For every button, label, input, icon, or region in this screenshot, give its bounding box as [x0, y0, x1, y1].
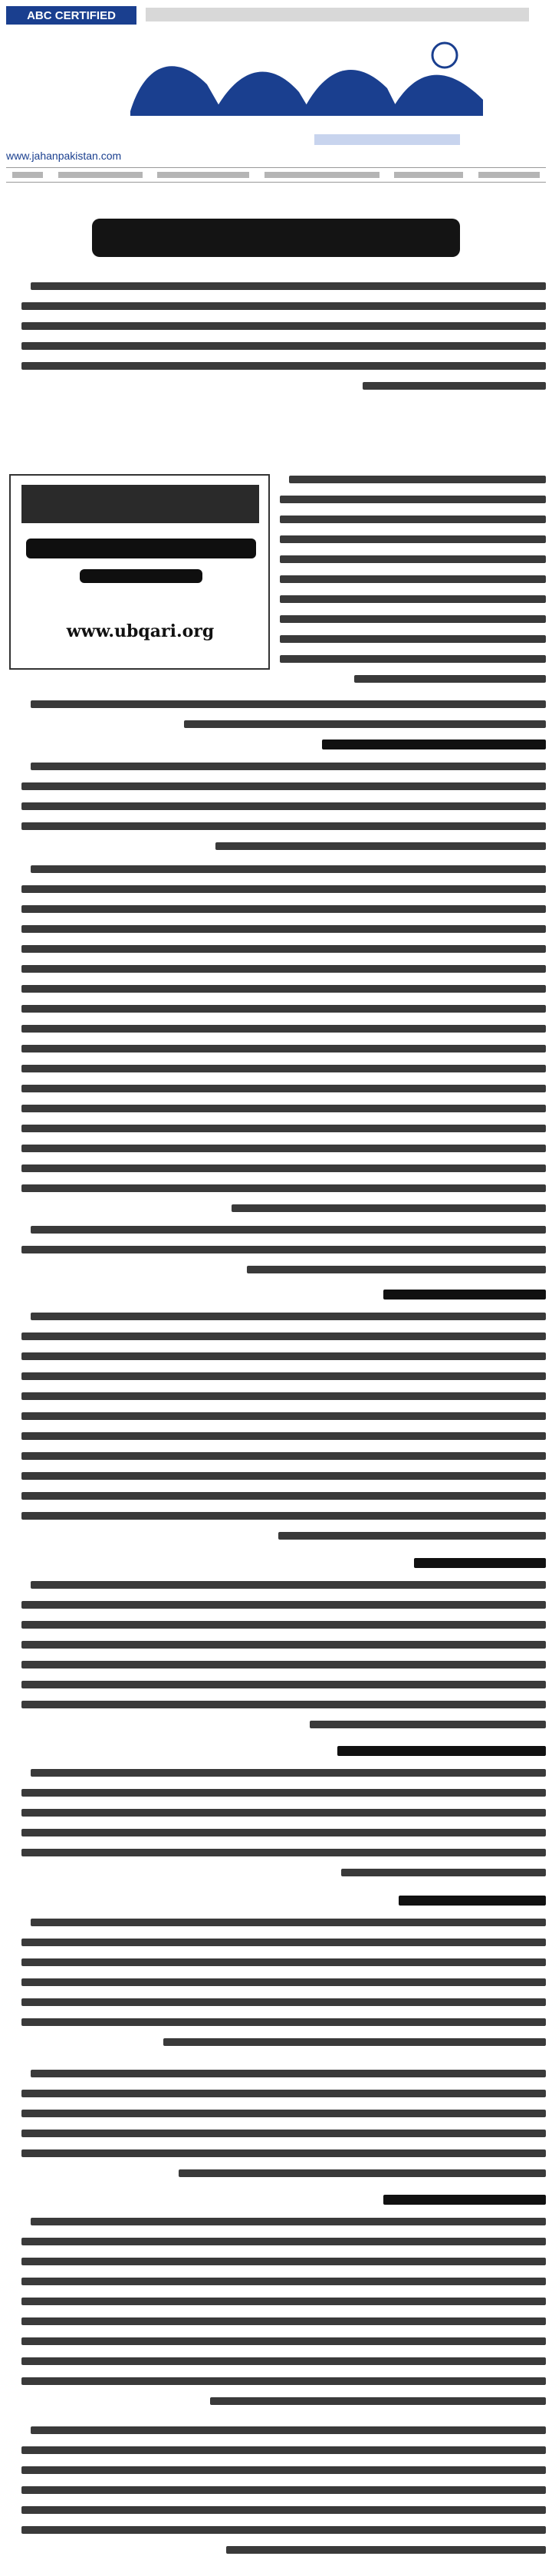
- subheading-glyphs: [337, 1746, 546, 1756]
- text-line-glyphs: [21, 1025, 546, 1033]
- text-line-glyphs: [21, 1352, 546, 1360]
- text-line-glyphs: [21, 302, 546, 310]
- text-line-glyphs: [21, 2149, 546, 2157]
- abc-certified-badge: ABC CERTIFIED: [6, 6, 136, 25]
- article-paragraph: [21, 1575, 546, 1734]
- text-line-glyphs: [280, 635, 546, 643]
- text-line-glyphs: [21, 945, 546, 953]
- text-line-glyphs: [21, 1998, 546, 2006]
- text-line-glyphs: [21, 2317, 546, 2325]
- text-line-glyphs: [310, 1721, 546, 1728]
- text-line-glyphs: [21, 362, 546, 370]
- text-line-glyphs: [21, 2258, 546, 2265]
- text-line-glyphs: [31, 2218, 546, 2225]
- column-url[interactable]: www.ubqari.org: [66, 621, 215, 641]
- text-line-glyphs: [341, 1869, 546, 1876]
- text-line-glyphs: [21, 2377, 546, 2385]
- masthead-tagline: [146, 8, 529, 21]
- article-subheading: [322, 735, 546, 753]
- text-line-glyphs: [31, 1919, 546, 1926]
- subheading-glyphs: [383, 1290, 546, 1300]
- logo-subtext: [314, 134, 460, 145]
- text-line-glyphs: [21, 2238, 546, 2245]
- text-line-glyphs: [163, 2038, 546, 2046]
- text-line-glyphs: [21, 1701, 546, 1708]
- text-line-glyphs: [31, 700, 546, 708]
- text-line-glyphs: [21, 1065, 546, 1072]
- article-paragraph: [280, 469, 546, 689]
- text-line-glyphs: [210, 2397, 546, 2405]
- text-line-glyphs: [31, 282, 546, 290]
- text-line-glyphs: [21, 985, 546, 993]
- article-paragraph: [21, 756, 546, 856]
- article-subheading: [383, 1285, 546, 1303]
- text-line-glyphs: [31, 2070, 546, 2077]
- text-line-glyphs: [21, 2337, 546, 2345]
- masthead: [0, 0, 552, 215]
- text-line-glyphs: [21, 1681, 546, 1688]
- text-line-glyphs: [21, 1246, 546, 1253]
- text-line-glyphs: [21, 1085, 546, 1092]
- article-subheading: [399, 1891, 546, 1909]
- logo-wordmark-graphic: [123, 38, 491, 130]
- text-line-glyphs: [31, 1313, 546, 1320]
- text-line-glyphs: [21, 1332, 546, 1340]
- text-line-glyphs: [21, 822, 546, 830]
- text-line-glyphs: [21, 1641, 546, 1649]
- article-paragraph: [21, 1306, 546, 1546]
- text-line-glyphs: [21, 1125, 546, 1132]
- article-paragraph: [21, 2420, 546, 2560]
- text-line-glyphs: [21, 2526, 546, 2534]
- text-line-glyphs: [280, 595, 546, 603]
- text-line-glyphs: [21, 925, 546, 933]
- article-subheading: [414, 1553, 546, 1572]
- strip-segment: [264, 172, 380, 178]
- text-line-glyphs: [21, 322, 546, 330]
- strip-segment: [478, 172, 540, 178]
- text-line-glyphs: [21, 1849, 546, 1856]
- article-paragraph: [21, 694, 546, 734]
- strip-segment: [12, 172, 43, 178]
- text-line-glyphs: [280, 516, 546, 523]
- text-line-glyphs: [21, 1789, 546, 1797]
- website-url[interactable]: www.jahanpakistan.com: [6, 150, 122, 162]
- text-line-glyphs: [280, 655, 546, 663]
- text-line-glyphs: [21, 1145, 546, 1152]
- text-line-glyphs: [21, 965, 546, 973]
- text-line-glyphs: [21, 1661, 546, 1668]
- text-line-glyphs: [21, 782, 546, 790]
- text-line-glyphs: [21, 1432, 546, 1440]
- text-line-glyphs: [21, 1492, 546, 1500]
- newspaper-logo: [61, 23, 537, 161]
- text-line-glyphs: [21, 2506, 546, 2514]
- text-line-glyphs: [280, 535, 546, 543]
- text-line-glyphs: [226, 2546, 546, 2554]
- text-line-glyphs: [21, 1601, 546, 1609]
- article-paragraph: [21, 1763, 546, 1883]
- text-line-glyphs: [21, 1105, 546, 1112]
- text-line-glyphs: [280, 615, 546, 623]
- article-paragraph: [21, 2064, 546, 2183]
- text-line-glyphs: [21, 2357, 546, 2365]
- strip-segment: [58, 172, 143, 178]
- text-line-glyphs: [184, 720, 546, 728]
- article-paragraph: [21, 859, 546, 1218]
- text-line-glyphs: [21, 342, 546, 350]
- text-line-glyphs: [21, 2130, 546, 2137]
- text-line-glyphs: [354, 675, 546, 683]
- text-line-glyphs: [280, 575, 546, 583]
- text-line-glyphs: [21, 1184, 546, 1192]
- text-line-glyphs: [21, 1164, 546, 1172]
- text-line-glyphs: [278, 1532, 546, 1540]
- text-line-glyphs: [21, 2278, 546, 2285]
- text-line-glyphs: [21, 1005, 546, 1013]
- text-line-glyphs: [247, 1266, 546, 1273]
- text-line-glyphs: [21, 1512, 546, 1520]
- text-line-glyphs: [280, 496, 546, 503]
- text-line-glyphs: [215, 842, 546, 850]
- strip-segment: [157, 172, 249, 178]
- text-line-glyphs: [21, 1372, 546, 1380]
- text-line-glyphs: [179, 2169, 546, 2177]
- text-line-glyphs: [21, 2486, 546, 2494]
- text-line-glyphs: [21, 1958, 546, 1966]
- article-paragraph: [21, 276, 546, 396]
- headline-text: [92, 211, 460, 265]
- text-line-glyphs: [21, 905, 546, 913]
- text-line-glyphs: [31, 865, 546, 873]
- text-line-glyphs: [21, 1621, 546, 1629]
- text-line-glyphs: [21, 1412, 546, 1420]
- article-headline: [92, 211, 460, 265]
- strip-segment: [394, 172, 463, 178]
- text-line-glyphs: [21, 2110, 546, 2117]
- text-line-glyphs: [21, 802, 546, 810]
- text-line-glyphs: [21, 2018, 546, 2026]
- text-line-glyphs: [280, 555, 546, 563]
- text-line-glyphs: [21, 1809, 546, 1817]
- article-paragraph: [21, 1912, 546, 2052]
- health-column-box: [9, 474, 270, 670]
- text-line-glyphs: [31, 763, 546, 770]
- text-line-glyphs: [21, 885, 546, 893]
- text-line-glyphs: [21, 2446, 546, 2454]
- text-line-glyphs: [31, 1581, 546, 1589]
- text-line-glyphs: [21, 1978, 546, 1986]
- text-line-glyphs: [21, 1452, 546, 1460]
- text-line-glyphs: [289, 476, 546, 483]
- text-line-glyphs: [21, 1829, 546, 1836]
- text-line-glyphs: [21, 1392, 546, 1400]
- text-line-glyphs: [21, 2298, 546, 2305]
- text-line-glyphs: [21, 2466, 546, 2474]
- text-line-glyphs: [31, 1769, 546, 1777]
- article-paragraph: [21, 1220, 546, 1280]
- article-subheading: [337, 1741, 546, 1760]
- text-line-glyphs: [21, 1045, 546, 1052]
- article-paragraph: [21, 2212, 546, 2411]
- text-line-glyphs: [21, 2090, 546, 2097]
- column-title: [21, 485, 259, 523]
- text-line-glyphs: [31, 1226, 546, 1234]
- subheading-glyphs: [383, 2195, 546, 2205]
- text-line-glyphs: [363, 382, 546, 390]
- text-line-glyphs: [21, 1939, 546, 1946]
- article-subheading: [383, 2190, 546, 2209]
- author-name: [21, 539, 259, 585]
- text-line-glyphs: [232, 1204, 546, 1212]
- subheading-glyphs: [399, 1896, 546, 1906]
- text-line-glyphs: [21, 1472, 546, 1480]
- subheading-glyphs: [414, 1558, 546, 1568]
- subheading-glyphs: [322, 740, 546, 749]
- text-line-glyphs: [31, 2426, 546, 2434]
- issue-info-strip: [6, 167, 546, 183]
